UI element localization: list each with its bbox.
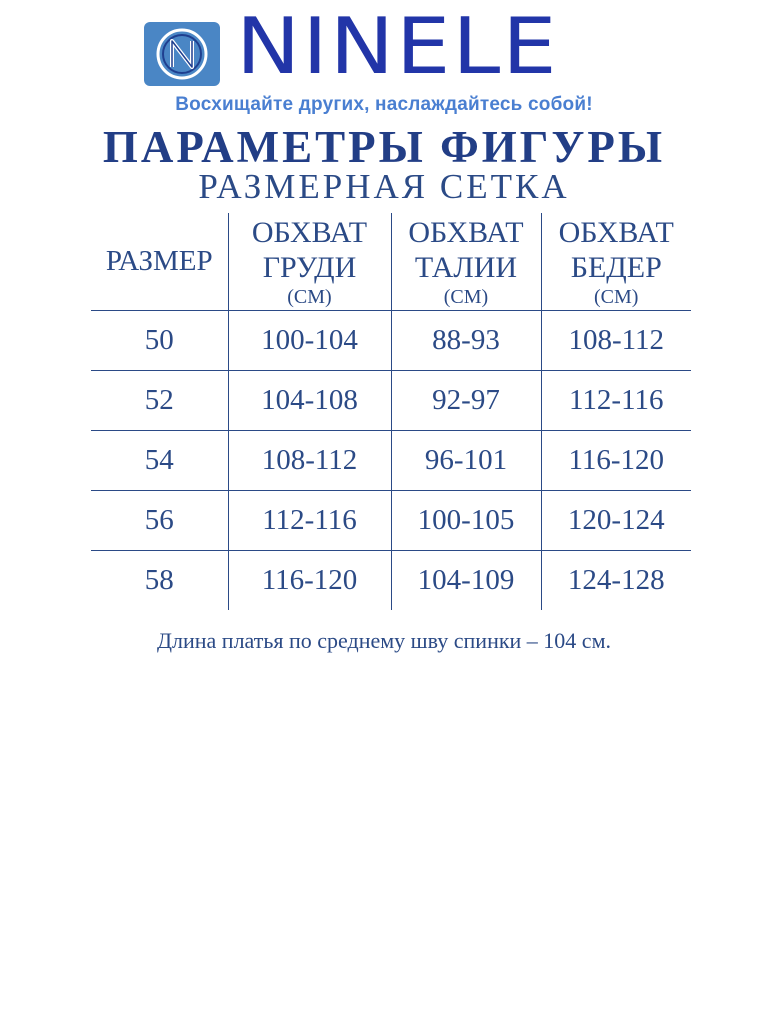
cell-waist: 96-101	[391, 431, 541, 491]
cell-chest: 104-108	[228, 371, 391, 431]
table-row	[91, 491, 691, 551]
cell-chest: 100-104	[228, 311, 391, 371]
brand-tagline: Восхищайте других, наслаждайтесь собой!	[175, 94, 593, 115]
header-waist-line1: ОБХВАТ	[408, 215, 524, 249]
cell-size: 54	[91, 431, 228, 491]
table-row	[91, 371, 691, 431]
brand-wordmark: NINELE	[236, 1, 559, 92]
cell-size: 58	[144, 564, 174, 596]
header-waist	[391, 213, 541, 311]
cell-waist: 88-93	[391, 311, 541, 371]
table-row	[91, 311, 691, 371]
header-hips-line2: БЕДЕР	[570, 250, 662, 284]
header-hips	[541, 213, 691, 311]
header-size: РАЗМЕР	[91, 213, 228, 311]
header-hips-unit: (СМ)	[594, 285, 639, 308]
cell-chest: 112-116	[228, 491, 391, 551]
cell-size: 50	[91, 311, 228, 371]
cell-hips: 124-128	[541, 551, 691, 611]
table-row	[91, 551, 691, 611]
cell-size: 56	[91, 491, 228, 551]
header-chest-line1: ОБХВАТ	[251, 215, 368, 249]
logo-n-icon	[144, 22, 220, 86]
brand-logo	[140, 1, 640, 96]
cell-hips: 116-120	[541, 431, 691, 491]
header-chest	[228, 213, 391, 311]
header-chest-unit: (СМ)	[287, 285, 332, 308]
header-chest-line2: ГРУДИ	[262, 250, 357, 284]
header-waist-unit: (СМ)	[443, 285, 489, 308]
cell-hips: 120-124	[541, 491, 691, 551]
cell-waist: 104-109	[391, 551, 541, 611]
cell-hips: 112-116	[541, 371, 691, 431]
header-hips-line1: ОБХВАТ	[558, 215, 674, 249]
table-row	[91, 431, 691, 491]
cell-hips: 108-112	[541, 311, 691, 371]
page-subtitle: РАЗМЕРНАЯ СЕТКА	[198, 167, 570, 206]
header-waist-line2: ТАЛИИ	[414, 250, 518, 284]
page-title: ПАРАМЕТРЫ ФИГУРЫ	[102, 122, 666, 172]
cell-waist: 92-97	[391, 371, 541, 431]
cell-waist: 100-105	[391, 491, 541, 551]
cell-chest: 108-112	[228, 431, 391, 491]
dress-length-note: Длина платья по среднему шву спинки – 104 см.	[157, 628, 611, 653]
cell-chest: 116-120	[228, 551, 391, 611]
size-chart-table	[91, 213, 691, 610]
table-header-row	[91, 213, 691, 311]
cell-size: 52	[91, 371, 228, 431]
